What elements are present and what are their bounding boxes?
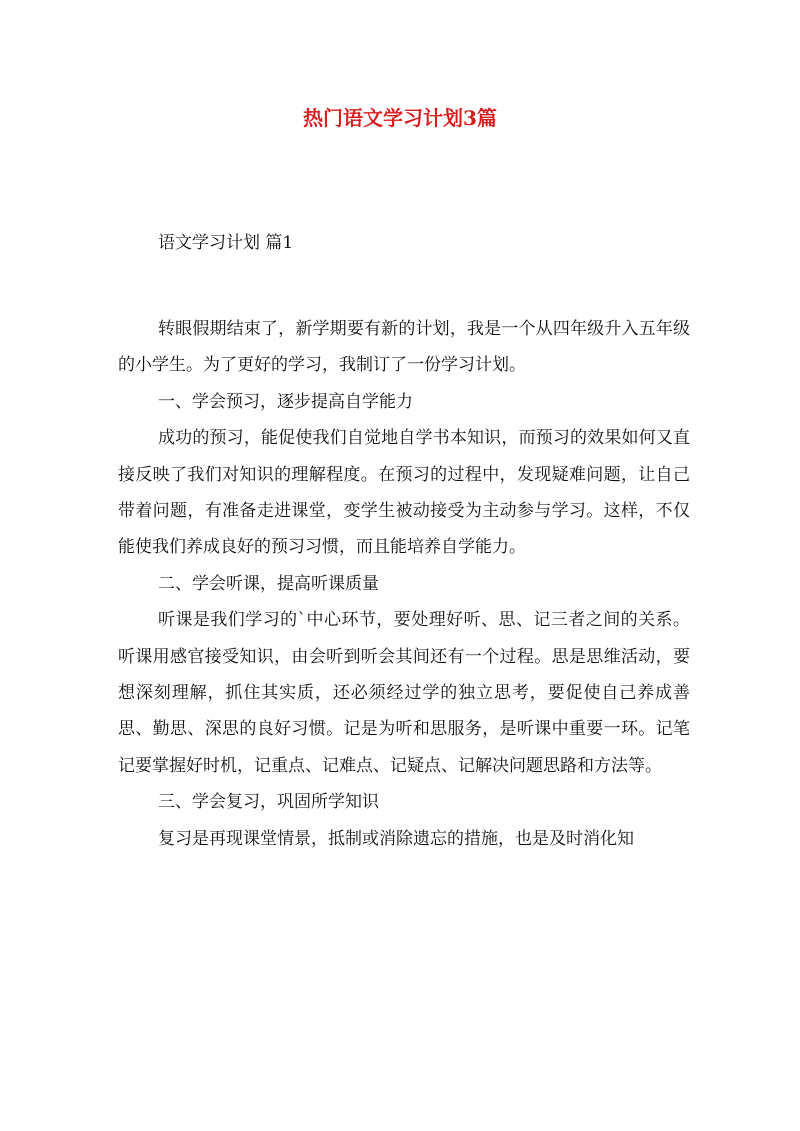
heading-preview: 一、学会预习，逐步提高自学能力 xyxy=(158,391,413,412)
heading-listening: 二、学会听课，提高听课质量 xyxy=(158,573,379,594)
document-body xyxy=(118,225,690,857)
paragraph-review: 复习是再现课堂情景，抵制或消除遗忘的措施，也是及时消化知 xyxy=(158,828,634,849)
section-label: 语文学习计划 篇1 xyxy=(158,233,294,253)
document-title: 热门语文学习计划3篇 xyxy=(303,106,497,130)
spacer xyxy=(118,261,690,311)
paragraph-preview: 成功的预习，能促使我们自觉地自学书本知识，而预习的效果如何又直接反映了我们对知识的理解程度。在预习的过程中，发现疑难问题，让自己带着问题，有准备走进课堂，变学生被动接受为主动参与学习。这样，不仅能使我们养成良好的预习习惯，而且能培养自学能力。 xyxy=(118,428,690,558)
heading-review: 三、学会复习，巩固所学知识 xyxy=(158,792,379,813)
intro-paragraph: 转眼假期结束了，新学期要有新的计划，我是一个从四年级升入五年级的小学生。为了更好的学习，我制订了一份学习计划。 xyxy=(118,319,690,376)
paragraph-listening: 听课是我们学习的`中心环节，要处理好听、思、记三者之间的关系。听课用感官接受知识，由会听到听会其间还有一个过程。思是思维活动，要想深刻理解，抓住其实质，还必须经过学的独立思考，要促使自己养成善思、勤思、深思的良好习惯。记是为听和思服务，是听课中重要一环。记笔记要掌握好时机，记重点、记难点、记疑点、记解决问题思路和方法等。 xyxy=(118,610,690,776)
